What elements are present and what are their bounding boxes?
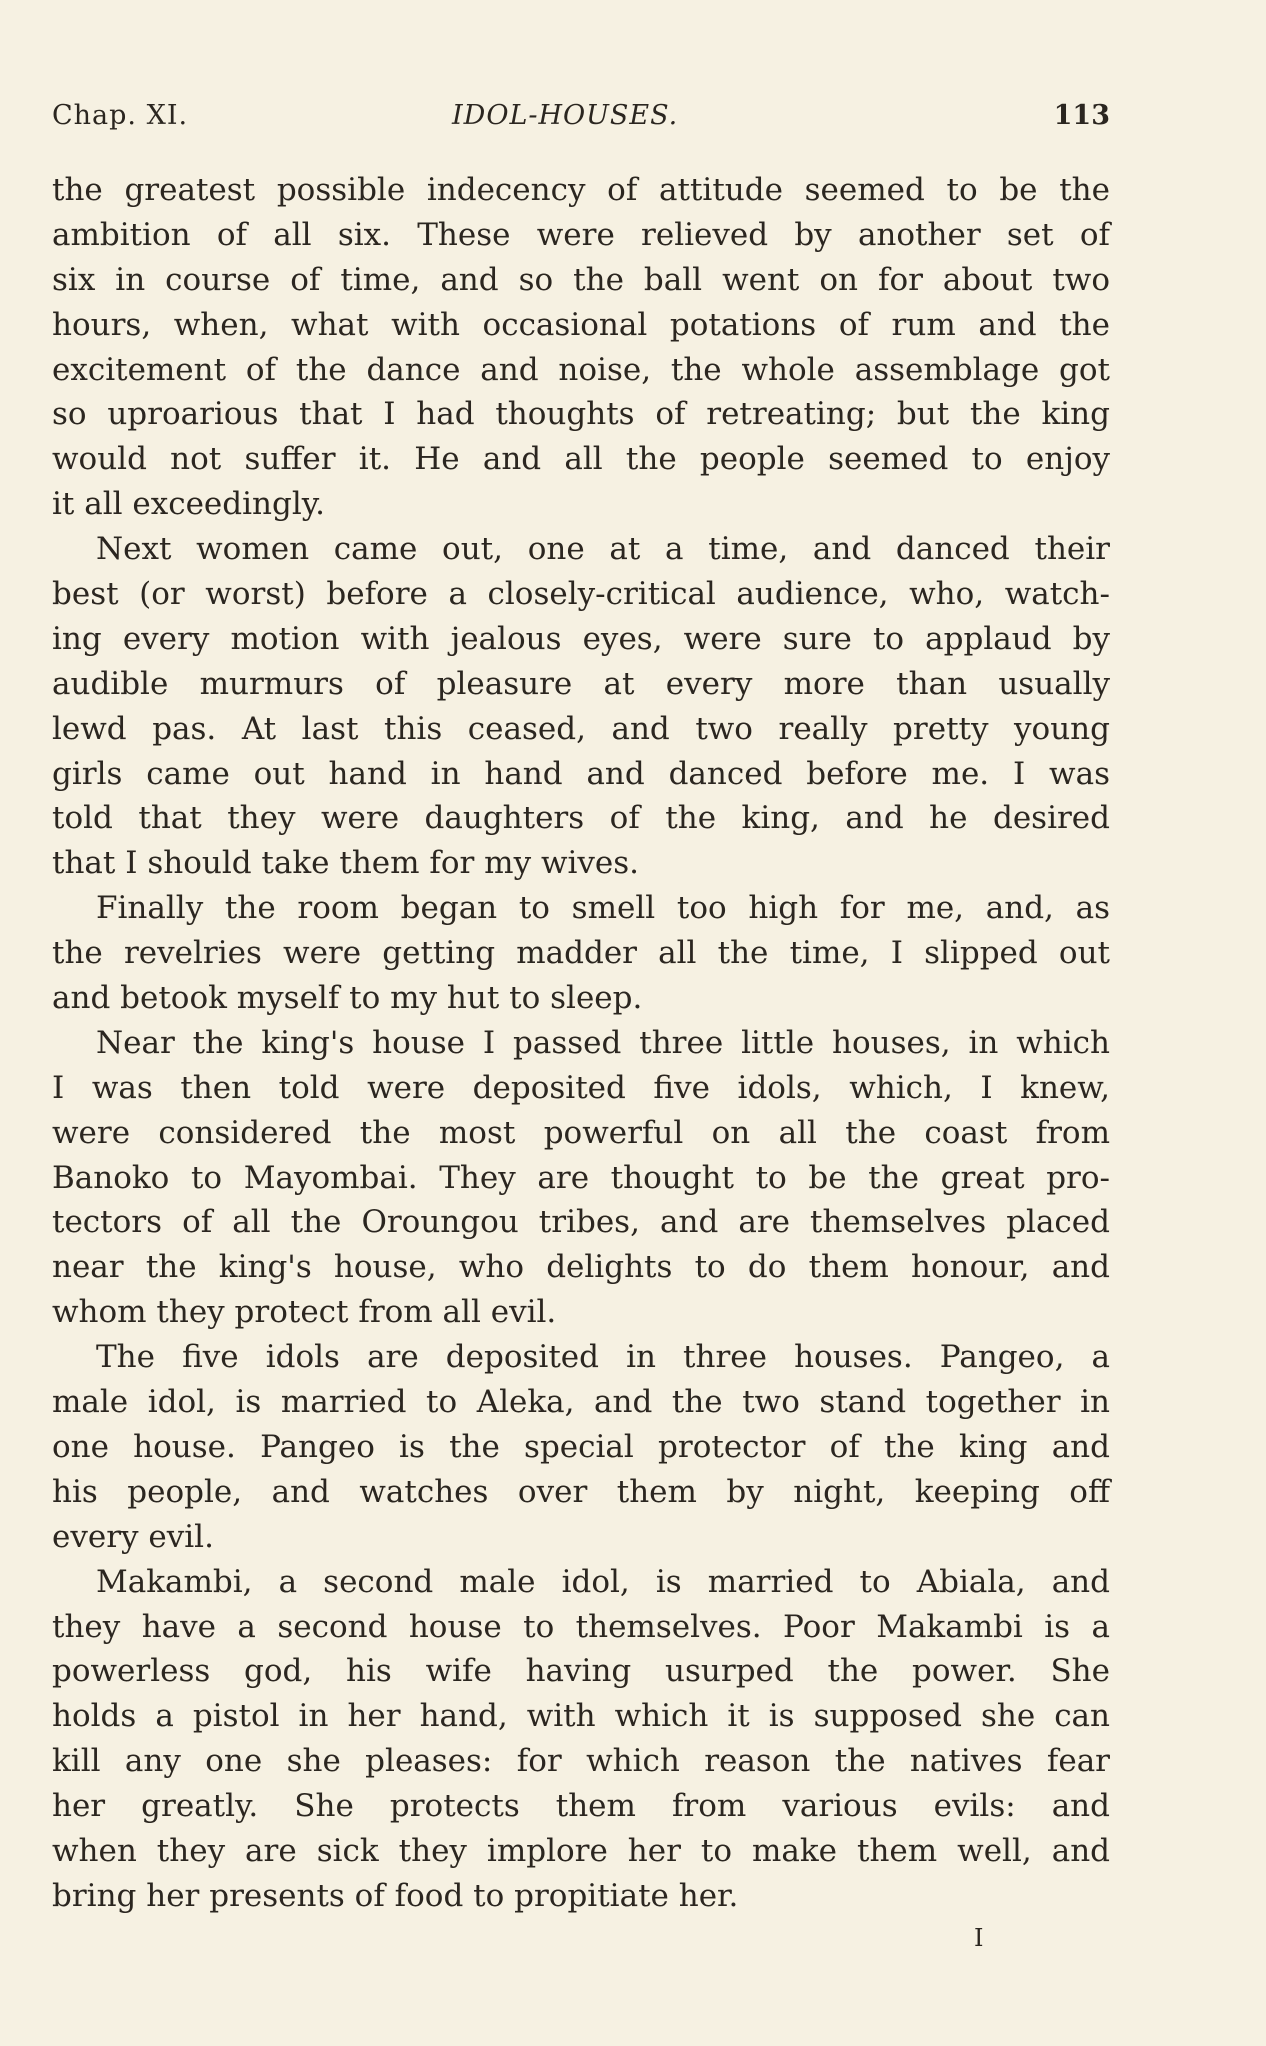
- page-number: 113: [1053, 100, 1110, 131]
- text-line: excitement of the dance and noise, the whole assemblage got: [52, 351, 1110, 388]
- text-line: were considered the most powerful on all the coast from: [52, 1114, 1110, 1151]
- text-line: the greatest possible indecency of attitude seemed to be the: [52, 172, 1110, 208]
- text-line: male idol, is married to Aleka, and the two stand together in: [52, 1384, 1110, 1421]
- text-line: they have a second house to themselves. Poor Makambi is a: [52, 1608, 1110, 1645]
- text-line: Near the king's house I passed three little houses, in which: [96, 1024, 1110, 1061]
- running-title: IDOL-HOUSES.: [452, 100, 679, 131]
- chapter-label: Chap. XI.: [52, 100, 189, 131]
- text-line: ambition of all six. These were relieved by another set of: [52, 216, 1110, 253]
- text-line: bring her presents of food to propitiate her.: [52, 1877, 739, 1914]
- text-line: hours, when, what with occasional potations of rum and the: [52, 306, 1110, 343]
- text-line: and betook myself to my hut to sleep.: [52, 980, 643, 1017]
- text-line: whom they protect from all evil.: [52, 1294, 557, 1331]
- text-line: so uproarious that I had thoughts of retreating; but the king: [52, 396, 1110, 433]
- text-line: Banoko to Mayombai. They are thought to be the great pro-: [52, 1159, 1110, 1196]
- text-line: lewd pas. At last this ceased, and two really pretty young: [52, 710, 1110, 747]
- text-line: girls came out hand in hand and danced before me. I was: [52, 755, 1110, 792]
- text-line: his people, and watches over them by night, keeping off: [52, 1473, 1110, 1510]
- text-line: the revelries were getting madder all the time, I slipped out: [52, 935, 1110, 972]
- text-line: every evil.: [52, 1518, 214, 1555]
- text-line: I was then told were deposited five idols, which, I knew,: [52, 1069, 1110, 1106]
- text-line: six in course of time, and so the ball went on for about two: [52, 261, 1110, 298]
- text-line: audible murmurs of pleasure at every more than usually: [52, 665, 1110, 702]
- text-line: told that they were daughters of the king, and he desired: [52, 800, 1110, 837]
- text-line: holds a pistol in her hand, with which it is supposed she can: [52, 1698, 1110, 1735]
- text-line: it all exceedingly.: [52, 486, 326, 523]
- text-line: Makambi, a second male idol, is married to Abiala, and: [96, 1563, 1110, 1600]
- text-line: that I should take them for my wives.: [52, 845, 640, 882]
- signature-mark: I: [974, 1924, 984, 1952]
- text-line: The five idols are deposited in three houses. Pangeo, a: [96, 1339, 1110, 1376]
- text-line: Next women came out, one at a time, and danced their: [96, 531, 1110, 568]
- text-line: ing every motion with jealous eyes, were sure to applaud by: [52, 620, 1110, 657]
- text-line: powerless god, his wife having usurped the power. She: [52, 1653, 1110, 1690]
- text-line: would not suffer it. He and all the people seemed to enjoy: [52, 441, 1110, 478]
- running-header: [52, 100, 1110, 140]
- text-line: her greatly. She protects them from various evils: and: [52, 1788, 1110, 1825]
- body-text: [52, 168, 1110, 1919]
- text-line: near the king's house, who delights to do them honour, and: [52, 1249, 1110, 1286]
- text-line: when they are sick they implore her to make them well, and: [52, 1832, 1110, 1869]
- text-line: tectors of all the Oroungou tribes, and are themselves placed: [52, 1204, 1110, 1241]
- text-line: kill any one she pleases: for which reason the natives fear: [52, 1743, 1110, 1780]
- text-line: Finally the room began to smell too high for me, and, as: [96, 890, 1110, 927]
- text-line: best (or worst) before a closely-critical audience, who, watch-: [52, 576, 1110, 613]
- text-line: one house. Pangeo is the special protector of the king and: [52, 1428, 1110, 1465]
